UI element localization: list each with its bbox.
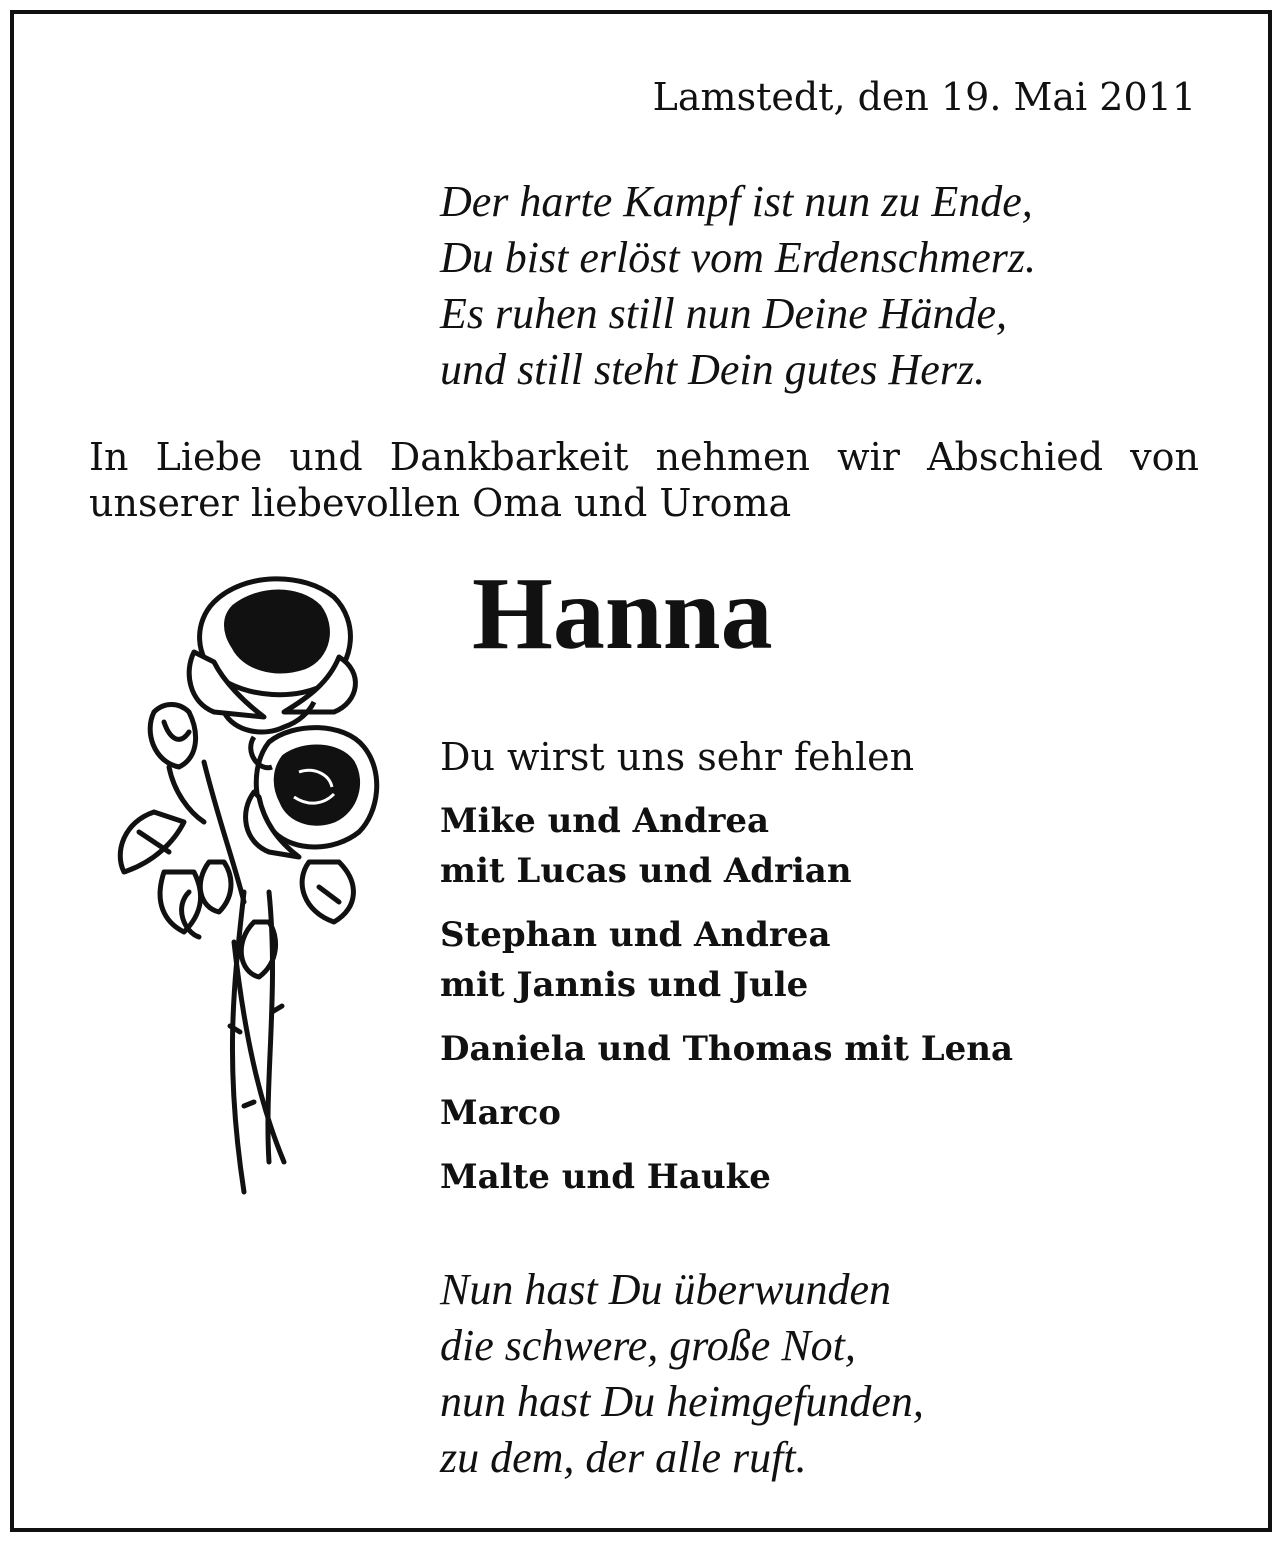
mourner-line: Mike und Andrea	[440, 801, 770, 841]
verse-line: Der harte Kampf ist nun zu Ende,	[440, 177, 1033, 226]
farewell-intro	[89, 434, 1199, 526]
mourner-line: Malte und Hauke	[440, 1157, 771, 1197]
mourner-line: mit Jannis und Jule	[440, 965, 809, 1005]
opening-verse	[440, 174, 1160, 398]
intro-line: In Liebe und Dankbarkeit nehmen wir Abschied von	[89, 435, 1199, 479]
verse-line: Nun hast Du überwunden	[440, 1265, 891, 1314]
closing-verse	[440, 1262, 1160, 1486]
miss-line: Du wirst uns sehr fehlen	[440, 735, 915, 779]
verse-line: Es ruhen still nun Deine Hände,	[440, 289, 1008, 338]
verse-line: und still steht Dein gutes Herz.	[440, 345, 986, 394]
verse-line: Du bist erlöst vom Erdenschmerz.	[440, 233, 1036, 282]
place-date: Lamstedt, den 19. Mai 2011	[652, 75, 1196, 119]
mourner-line: Marco	[440, 1093, 561, 1133]
obituary-notice	[10, 10, 1272, 1532]
mourner-group	[440, 1088, 1200, 1138]
intro-line: unserer liebevollen Oma und Uroma	[89, 481, 792, 525]
verse-line: nun hast Du heimgefunden,	[440, 1377, 924, 1426]
mourner-line: mit Lucas und Adrian	[440, 851, 852, 891]
deceased-name: Hanna	[472, 556, 773, 671]
mourners-list	[440, 796, 1200, 1216]
mourner-group	[440, 1024, 1200, 1074]
verse-line: zu dem, der alle ruft.	[440, 1433, 807, 1482]
mourner-group	[440, 1152, 1200, 1202]
mourner-line: Daniela und Thomas mit Lena	[440, 1029, 1014, 1069]
mourner-group	[440, 910, 1200, 1010]
mourner-group	[440, 796, 1200, 896]
verse-line: die schwere, große Not,	[440, 1321, 856, 1370]
rose-illustration	[94, 562, 394, 1202]
mourner-line: Stephan und Andrea	[440, 915, 831, 955]
